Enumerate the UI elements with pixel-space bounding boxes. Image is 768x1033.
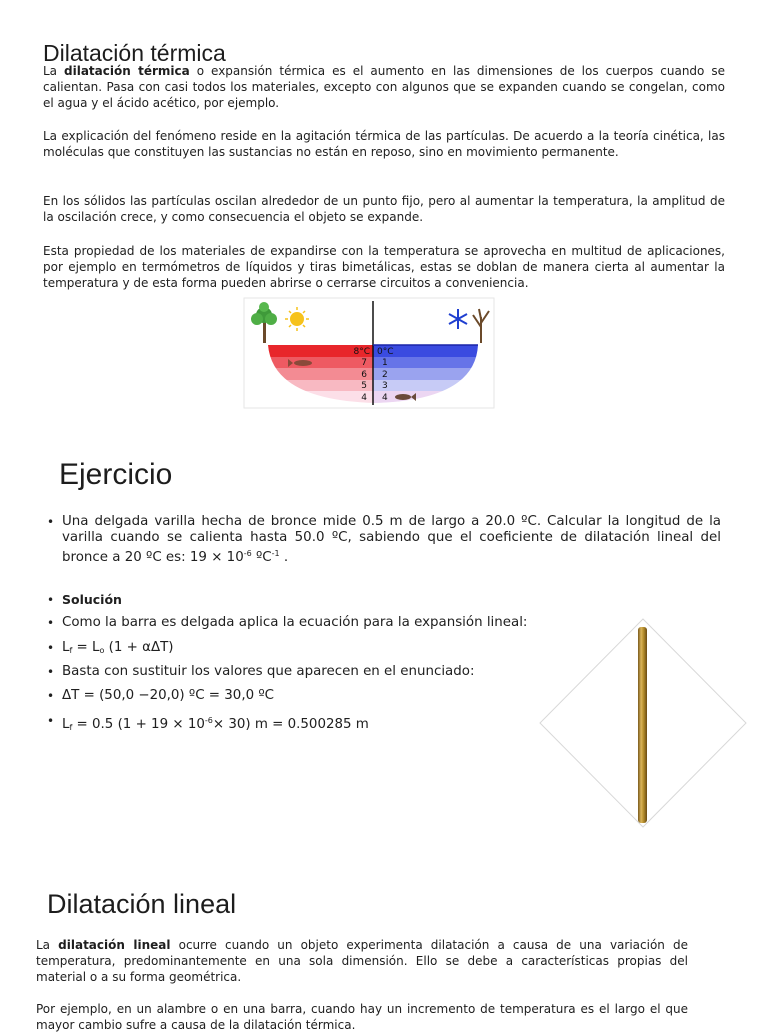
paragraph-linear-example: Por ejemplo, en un alambre o en una barra, cuando hay un incremento de temperatura es el largo el que mayor cambio sufre a causa de la dilatación térmica.	[36, 1002, 688, 1032]
bold-term-linear: dilatación lineal	[58, 938, 171, 952]
lake-temperature-figure	[243, 297, 495, 409]
exercise-title: Ejercicio	[59, 458, 173, 491]
paragraph-applications: Esta propiedad de los materiales de expandirse con la temperatura se aprovecha en multitud de aplicaciones, por ejemplo en termómetros de líquidos y tiras bimetálicas, estas se doblan de manera cierta al aumentar la temperatura y de esta forma pueden abrirse o cerrarse circuitos a conveniencia.	[43, 244, 725, 290]
right-label-2: 2	[382, 370, 388, 380]
bronze-rod-figure	[538, 617, 748, 829]
right-label-1: 1	[382, 358, 388, 368]
lake-svg	[243, 297, 495, 409]
section-title-dilatacion-lineal: Dilatación lineal	[47, 889, 237, 919]
left-label-2: 6	[361, 370, 367, 380]
left-label-3: 5	[361, 381, 367, 391]
right-label-0: 0°C	[377, 347, 394, 357]
right-label-4: 4	[382, 393, 388, 403]
paragraph-explanation: La explicación del fenómeno reside en la agitación térmica de las partículas. De acuerdo a la teoría cinética, las moléculas que constituyen las sustancias no están en reposo, sino en movimiento permanente.	[43, 129, 725, 159]
solution-label: Solución	[62, 592, 122, 607]
paragraph-solids: En los sólidos las partículas oscilan alrededor de un punto fijo, pero al aumentar la temperatura, la amplitud de la oscilación crece, y como consecuencia el objeto se expande.	[43, 194, 725, 224]
right-label-3: 3	[382, 381, 388, 391]
bullet: •	[47, 515, 55, 529]
bold-term: dilatación térmica	[64, 64, 190, 78]
rod-svg	[538, 617, 748, 829]
section-title-dilatacion-termica: Dilatación térmica	[43, 40, 226, 66]
left-label-0: 8°C	[353, 347, 370, 357]
bronze-rod	[638, 627, 647, 823]
paragraph-definition: La dilatación térmica o expansión térmica es el aumento en las dimensiones de los cuerpos cuando se calientan. Pasa con casi todos los materiales, excepto con algunos que se expanden cuando se congelan, como el agua y el ácido acético, por ejemplo.	[43, 64, 725, 110]
paragraph-linear-definition: La dilatación lineal ocurre cuando un objeto experimenta dilatación a causa de una variación de temperatura, predominantemente en una sola dimensión. Ello se debe a características propias del material o a su forma geométrica.	[36, 938, 689, 984]
left-label-1: 7	[361, 358, 367, 368]
left-label-4: 4	[361, 393, 367, 403]
